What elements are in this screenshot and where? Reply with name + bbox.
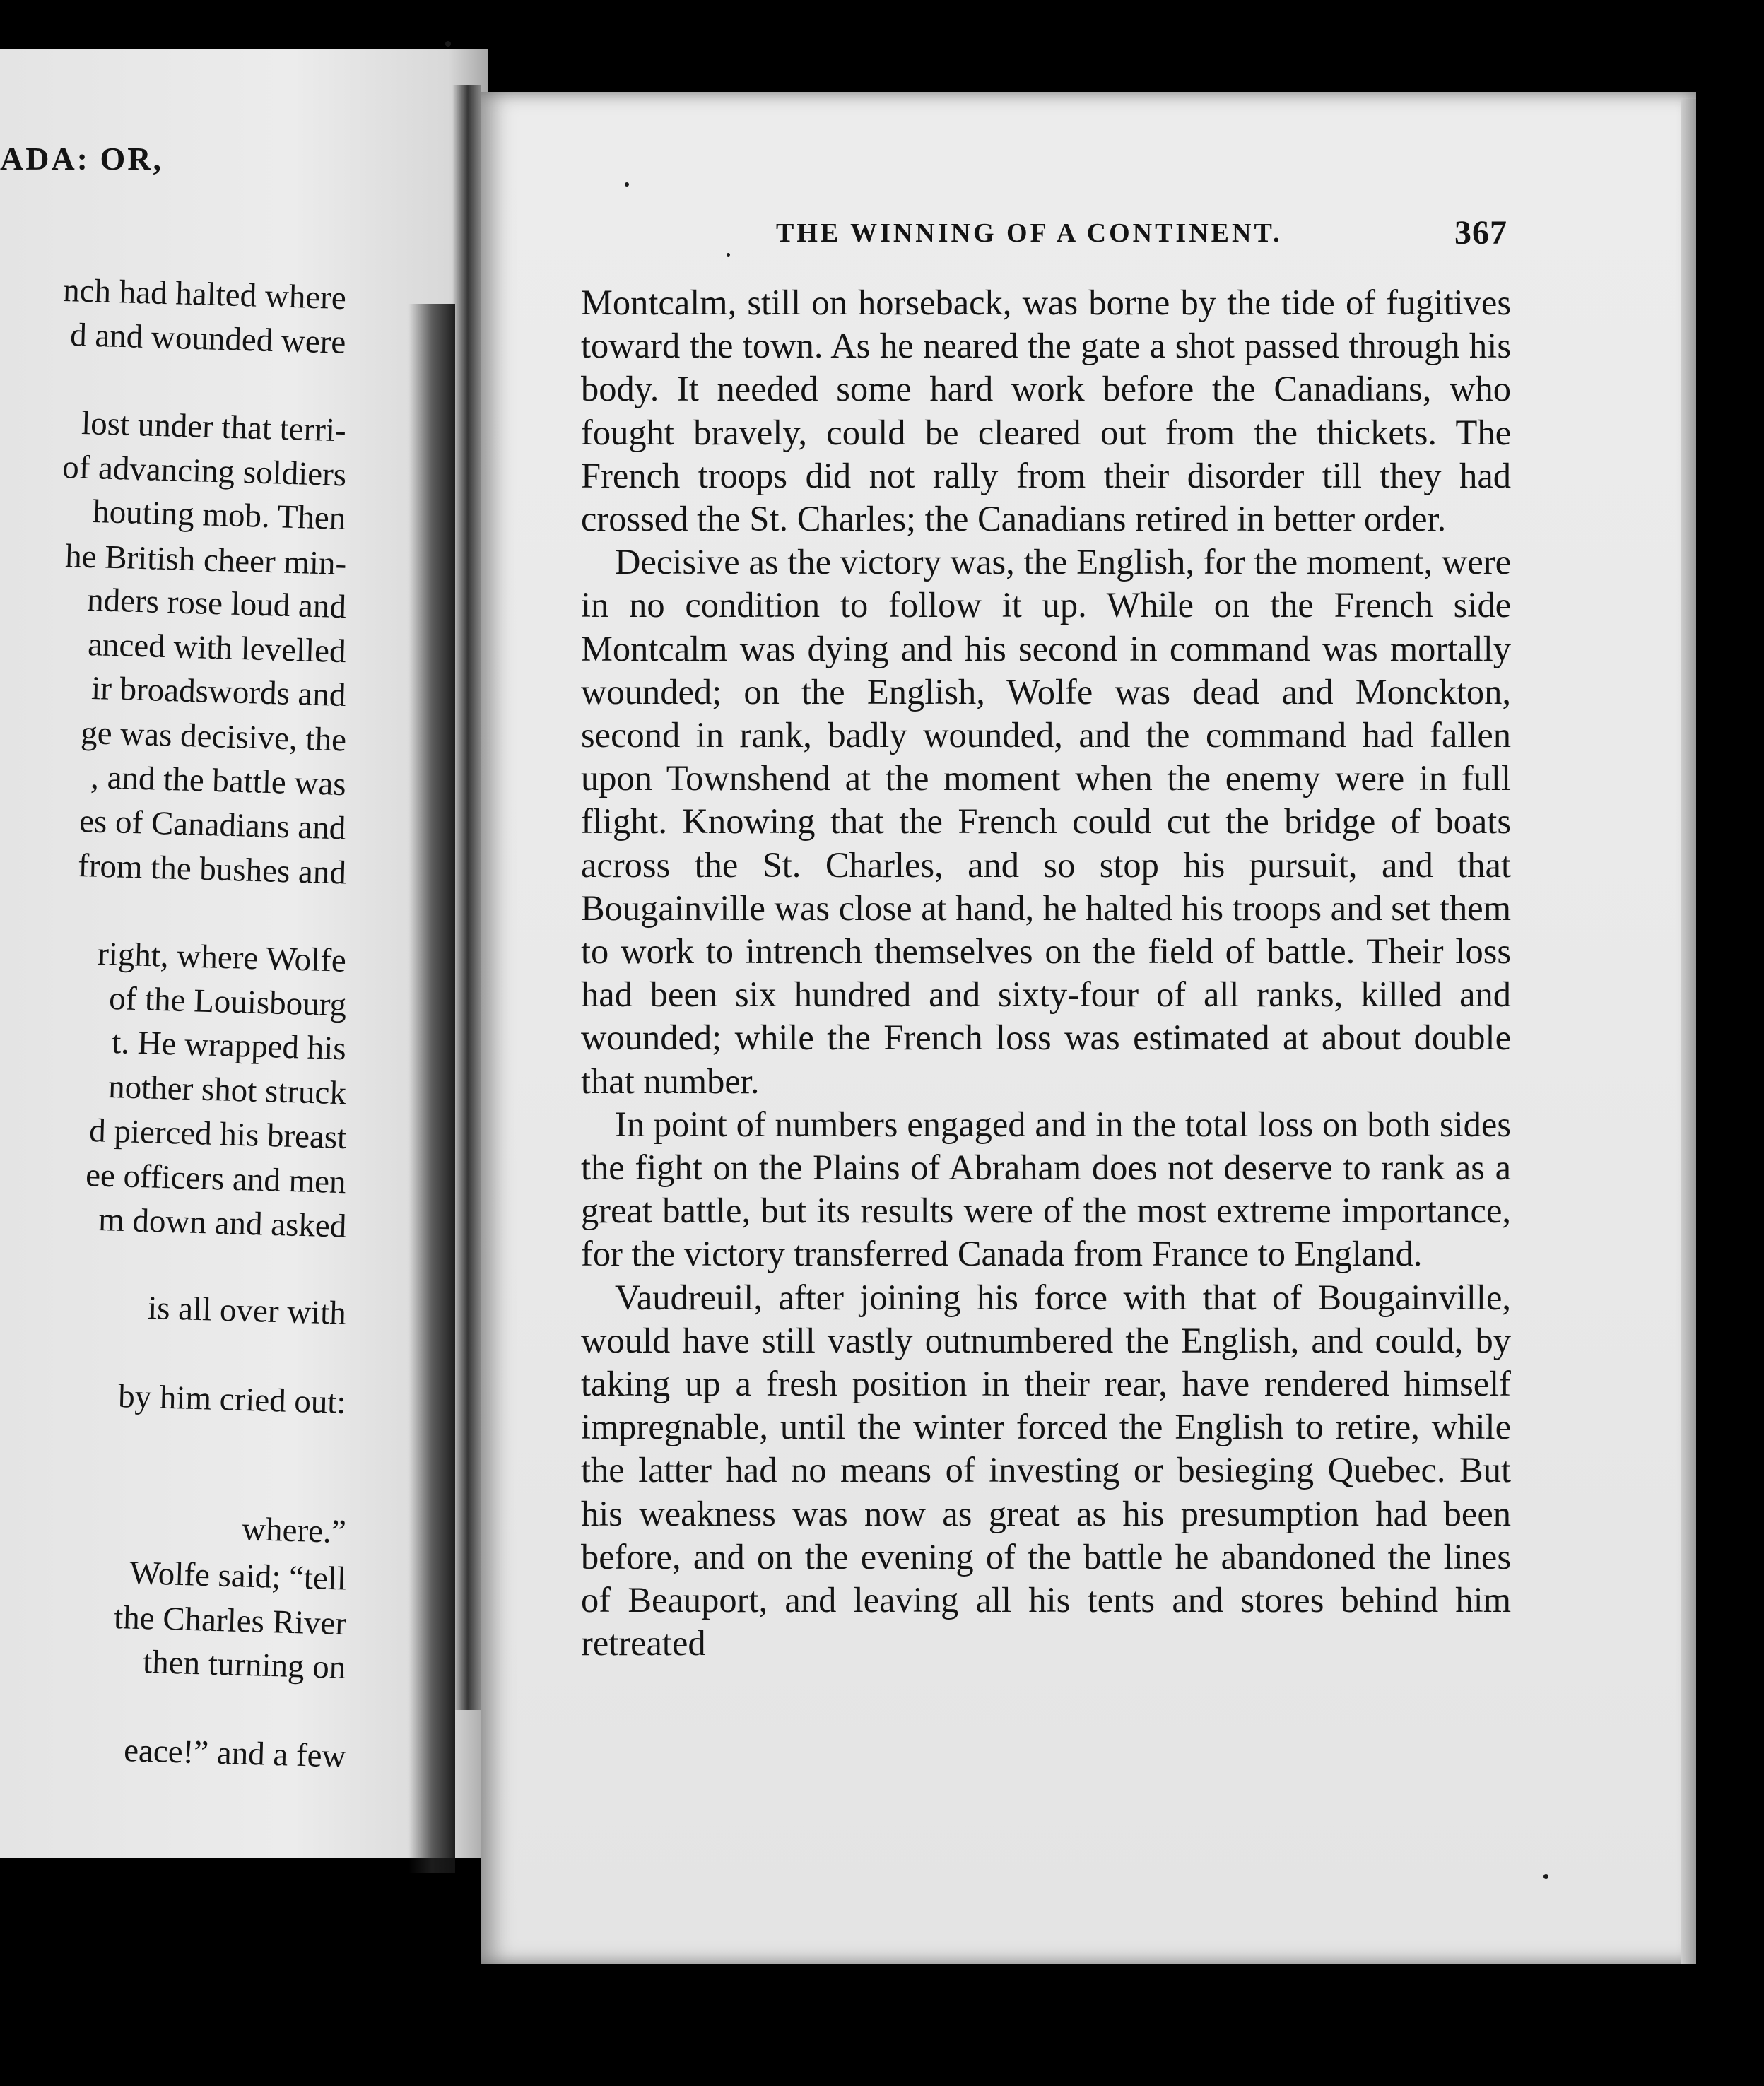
left-page-line: then turning on (142, 1643, 347, 1686)
left-page-line: d pierced his breast (88, 1112, 347, 1157)
left-page-line: nother shot struck (107, 1068, 347, 1112)
paragraph: Montcalm, still on horseback, was borne by the tide of fugitives toward the town. As he neared the gate a shot passed through his body. It needed some hard work before the Canadians, who fought bravely, could be cleared out from the thickets. The French troops did not rally from their disorder till they had crossed the St. Charles; the Canadians retired in better order. (581, 283, 1511, 539)
left-page-line: eace!” and a few (123, 1731, 347, 1775)
left-page-line: houting mob. Then (92, 493, 347, 537)
left-page-line: nders rose loud and (86, 582, 347, 626)
left-page-line: Wolfe said; “tell (129, 1555, 347, 1598)
left-page-line: ge was decisive, the (80, 714, 347, 759)
left-page-line: ee officers and men (85, 1156, 347, 1201)
left-page-line: the Charles River (113, 1598, 347, 1643)
left-page-line: right, where Wolfe (97, 935, 347, 979)
left-page-line: nch had halted where (62, 271, 347, 317)
left-page-line: is all over with (147, 1289, 347, 1332)
left-page-line: ir broadswords and (90, 670, 347, 714)
left-page-line: by him cried out: (117, 1377, 347, 1421)
left-page-line: of the Louisbourg (108, 979, 347, 1023)
left-page-line: es of Canadians and (78, 803, 347, 847)
left-page-text (0, 0, 488, 1809)
left-page-line: , and the battle was (90, 758, 347, 803)
left-page-line: t. He wrapped his (111, 1024, 347, 1068)
paragraph: Decisive as the victory was, the English, for the moment, were in no condition to follow it up. While on the French side Montcalm was dying and his second in command was mortally wounded; on the English, Wolfe was dead and Monckton, second in rank, badly wounded, and the command had fallen upon Townshend at the moment when the enemy were in full flight. Knowing that the French could cut the bridge of boats across the St. Charles, and so stop his pursuit, and that Bougainville was close at hand, he halted his troops and set them to work to intrench themselves on the field of battle. Their loss had been six hundred and sixty-four of all ranks, killed and wounded; while the French loss was estimated at about double that number. (581, 542, 1511, 1101)
left-page-line: d and wounded were (69, 316, 347, 361)
left-page-line: he British cheer min- (64, 537, 347, 582)
left-page-line: lost under that terri- (81, 404, 347, 449)
left-page-line: anced with levelled (87, 625, 347, 670)
left-running-head: ADA: OR, (0, 141, 163, 177)
paragraph: Vaudreuil, after joining his force with that of Bougainville, would have still vastly outnumbered the English, and could, by taking up a fresh position in their rear, have rendered himself impregnable, until the winter forced the English to retire, while the latter had no means of investing or besieging Quebec. But his weakness was now as great as his presumption had been before, and on the evening of the battle he abandoned the lines of Beauport, and leaving all his tents and stores behind him retreated (581, 1277, 1511, 1663)
left-page-line: where.” (241, 1510, 347, 1550)
running-head: THE WINNING OF A CONTINENT. (776, 218, 1283, 248)
left-page-line: from the bushes and (77, 847, 347, 892)
scan-speck (445, 41, 451, 47)
scan-speck (727, 253, 730, 257)
body-text (581, 281, 1511, 1666)
paragraph: In point of numbers engaged and in the total loss on both sides the fight on the Plains of Abraham does not deserve to rank as a great battle, but its results were of the most extreme importance, for the victory transferred Canada from France to England. (581, 1104, 1511, 1274)
scan-speck (625, 182, 629, 187)
page-edge (1681, 99, 1696, 1964)
left-page-line: of advancing soldiers (61, 449, 347, 494)
left-page-line: m down and asked (98, 1201, 347, 1245)
page-number: 367 (1454, 214, 1507, 252)
scan-speck (1544, 1874, 1548, 1879)
